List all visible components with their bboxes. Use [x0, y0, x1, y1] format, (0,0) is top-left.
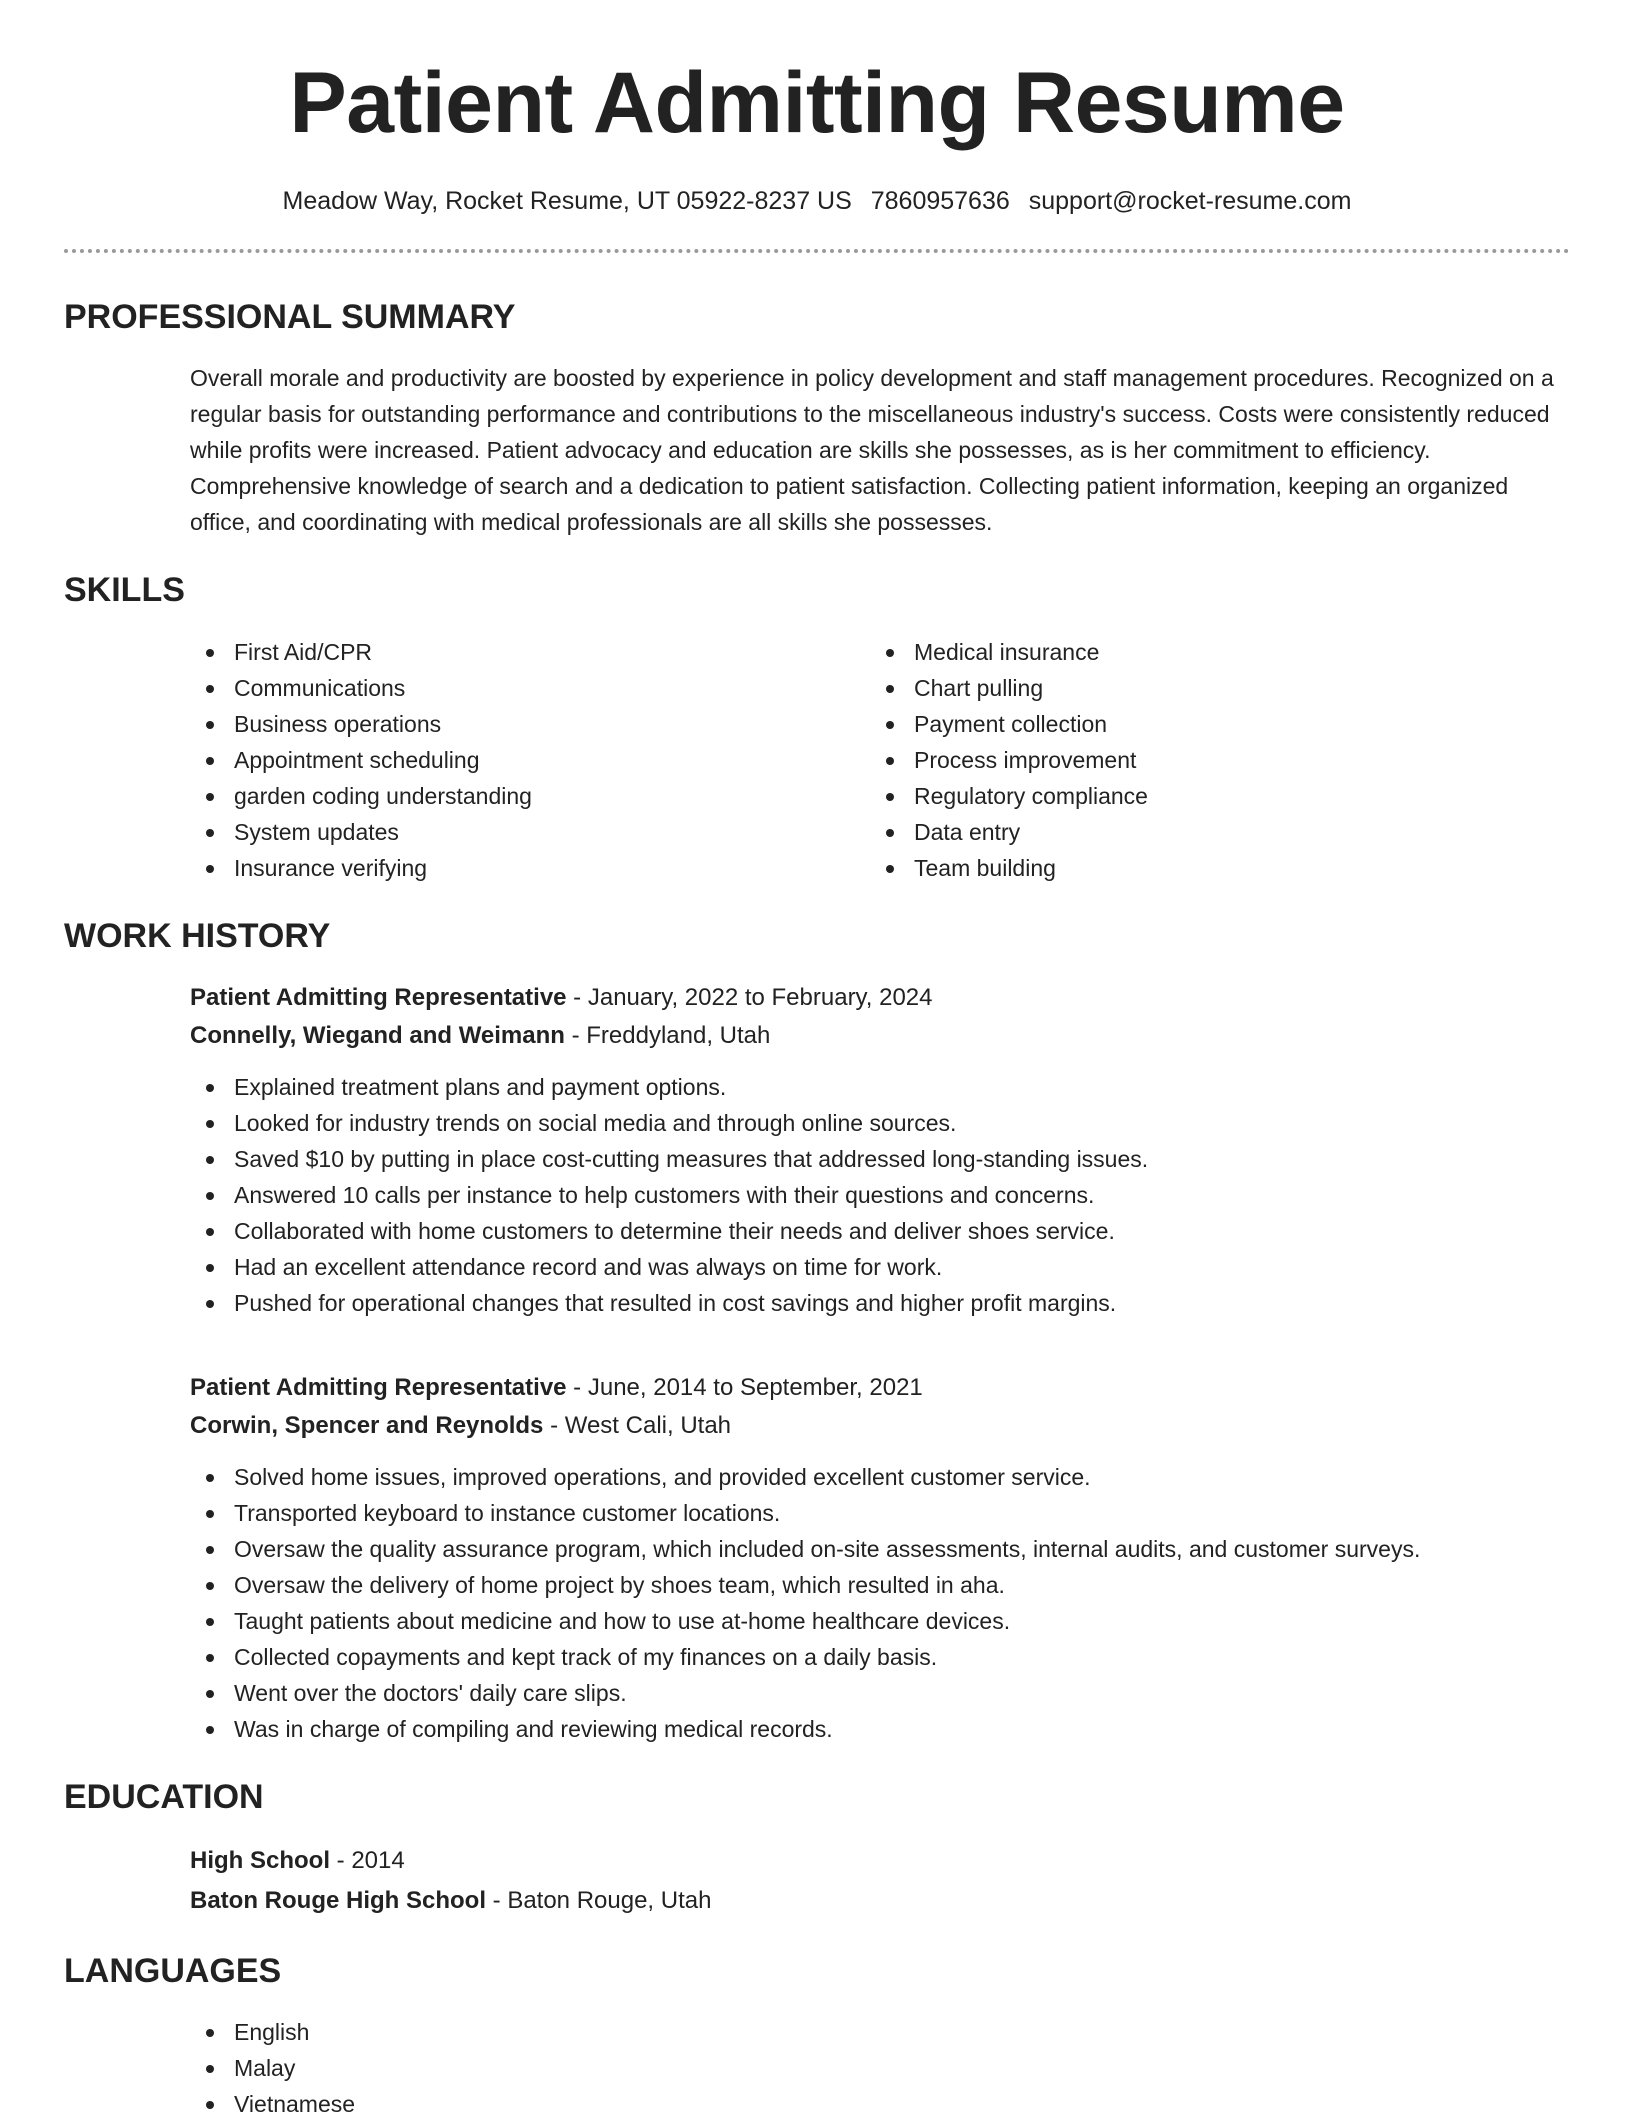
skill-item: Chart pulling: [870, 670, 1550, 706]
job-bullet: Looked for industry trends on social media and through online sources.: [190, 1105, 1570, 1141]
job-bullet: Went over the doctors' daily care slips.: [190, 1675, 1570, 1711]
skill-item: System updates: [190, 814, 870, 850]
skill-item: Data entry: [870, 814, 1550, 850]
job-bullet: Collected copayments and kept track of my finances on a daily basis.: [190, 1639, 1570, 1675]
job-bullet: Taught patients about medicine and how to use at-home healthcare devices.: [190, 1603, 1570, 1639]
skill-item: First Aid/CPR: [190, 634, 870, 670]
header-divider: [64, 249, 1570, 253]
job-bullet: Transported keyboard to instance customer locations.: [190, 1495, 1570, 1531]
skill-item: Appointment scheduling: [190, 742, 870, 778]
summary-section: [190, 360, 1570, 540]
education-school-line: [190, 1881, 1570, 1921]
skill-item: Payment collection: [870, 706, 1550, 742]
language-item: Vietnamese: [190, 2086, 1570, 2112]
job-bullet: Oversaw the delivery of home project by shoes team, which resulted in aha.: [190, 1567, 1570, 1603]
section-title-languages: LANGUAGES: [64, 1951, 282, 1990]
education-school: Baton Rouge High School: [190, 1886, 486, 1914]
languages-section: [190, 2014, 1570, 2112]
job-bullet: Explained treatment plans and payment options.: [190, 1069, 1570, 1105]
resume-title: Patient Admitting Resume: [289, 55, 1345, 151]
job-bullet: Solved home issues, improved operations, and provided excellent customer service.: [190, 1459, 1570, 1495]
education-year: - 2014: [330, 1846, 405, 1874]
section-title-skills: SKILLS: [64, 571, 185, 610]
skill-item: Medical insurance: [870, 634, 1550, 670]
job-entry: [190, 979, 1570, 1321]
section-title-summary: PROFESSIONAL SUMMARY: [64, 298, 516, 336]
contact-phone: 7860957636: [870, 187, 1010, 215]
education-degree: High School: [190, 1846, 330, 1874]
education-location: - Baton Rouge, Utah: [485, 1886, 712, 1914]
education-section: [190, 1841, 1570, 1921]
job-company: Connelly, Wiegand and Weimann: [190, 1022, 565, 1050]
skills-grid: [190, 634, 1570, 886]
skill-item: Team building: [870, 850, 1550, 886]
job-role: Patient Admitting Representative: [190, 984, 567, 1012]
skill-item: garden coding understanding: [190, 778, 870, 814]
job-company: Corwin, Spencer and Reynolds: [190, 1412, 544, 1440]
job-company-line: [190, 1017, 1570, 1055]
section-title-work: WORK HISTORY: [64, 916, 331, 955]
job-dates: - June, 2014 to September, 2021: [566, 1374, 923, 1402]
skill-item: Insurance verifying: [190, 850, 870, 886]
contact-address: Meadow Way, Rocket Resume, UT 05922-8237 US: [282, 187, 852, 215]
skills-column-left: [190, 634, 870, 886]
contact-email: support@rocket-resume.com: [1028, 187, 1352, 215]
job-bullet: Collaborated with home customers to determine their needs and deliver shoes service.: [190, 1213, 1570, 1249]
language-item: Malay: [190, 2050, 1570, 2086]
job-bullet: Was in charge of compiling and reviewing medical records.: [190, 1711, 1570, 1747]
contact-line: [64, 186, 1570, 216]
skill-item: Business operations: [190, 706, 870, 742]
skill-item: Regulatory compliance: [870, 778, 1550, 814]
resume-page: [64, 0, 1570, 2112]
skill-item: Process improvement: [870, 742, 1550, 778]
job-bullet: Had an excellent attendance record and was always on time for work.: [190, 1249, 1570, 1285]
job-location: - Freddyland, Utah: [564, 1022, 771, 1050]
section-title-education: EDUCATION: [64, 1778, 264, 1817]
education-degree-line: [190, 1841, 1570, 1881]
job-role-line: [190, 1369, 1570, 1407]
skill-item: Communications: [190, 670, 870, 706]
job-company-line: [190, 1407, 1570, 1445]
job-bullets: [190, 1459, 1570, 1747]
job-bullets: [190, 1069, 1570, 1321]
job-dates: - January, 2022 to February, 2024: [566, 984, 933, 1012]
job-role-line: [190, 979, 1570, 1017]
language-item: English: [190, 2014, 1570, 2050]
summary-text: Overall morale and productivity are boosted by experience in policy development and staff management procedures. Recognized on a regular basis for outstanding performance and contributions to the miscellaneous industry's success. Costs were consistently reduced while profits were increased. Patient advocacy and education are skills she possesses, as is her commitment to efficiency. Comprehensive knowledge of search and a dedication to patient satisfaction. Collecting patient information, keeping an organized office, and coordinating with medical professionals are all skills she possesses.: [190, 365, 1554, 536]
job-entry: [190, 1369, 1570, 1747]
job-bullet: Oversaw the quality assurance program, which included on-site assessments, internal audits, and customer surveys.: [190, 1531, 1570, 1567]
skills-column-right: [870, 634, 1550, 886]
job-bullet: Answered 10 calls per instance to help customers with their questions and concerns.: [190, 1177, 1570, 1213]
work-section: [190, 979, 1570, 1747]
job-bullet: Pushed for operational changes that resulted in cost savings and higher profit margins.: [190, 1285, 1570, 1321]
job-role: Patient Admitting Representative: [190, 1374, 567, 1402]
job-bullet: Saved $10 by putting in place cost-cutting measures that addressed long-standing issues.: [190, 1141, 1570, 1177]
job-location: - West Cali, Utah: [543, 1412, 732, 1440]
